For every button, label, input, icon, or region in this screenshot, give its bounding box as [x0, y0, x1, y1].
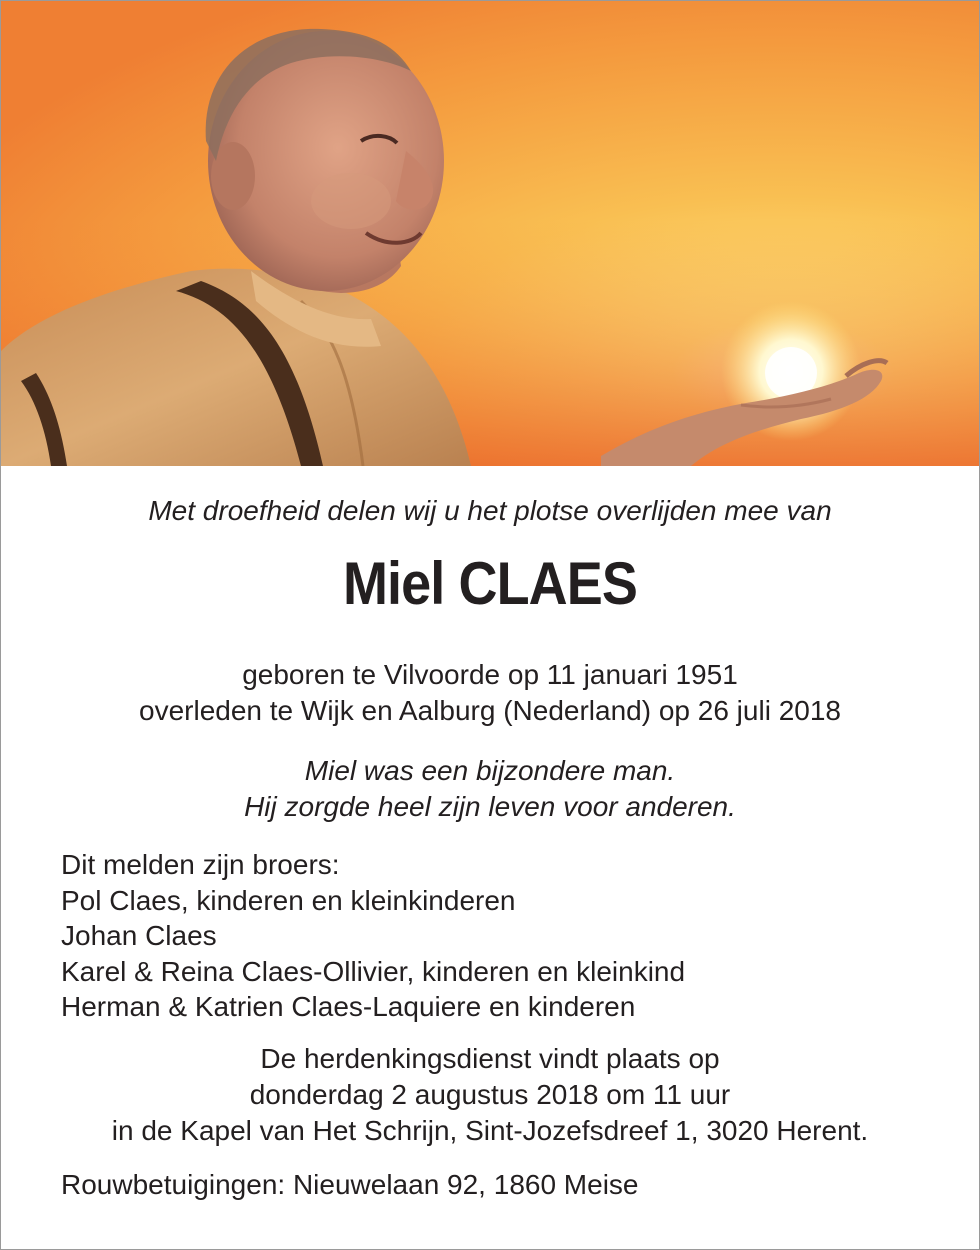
- memorial-quote: [1, 753, 979, 825]
- condolence-address: Rouwbetuigingen: Nieuwelaan 92, 1860 Meise: [61, 1169, 639, 1200]
- family-member: Pol Claes, kinderen en kleinkinderen: [61, 884, 516, 916]
- family-intro: Dit melden zijn broers:: [61, 849, 340, 880]
- birth-death-dates: [1, 657, 979, 729]
- family-list: [61, 847, 961, 1025]
- service-line-2: donderdag 2 augustus 2018 om 11 uur: [249, 1079, 731, 1110]
- portrait-photo: [1, 1, 979, 466]
- intro-line: Met droefheid delen wij u het plotse overlijden mee van: [148, 495, 832, 526]
- service-details: [1, 1041, 979, 1149]
- birth-line: geboren te Vilvoorde op 11 januari 1951: [242, 659, 738, 690]
- service-line-3: in de Kapel van Het Schrijn, Sint-Jozefsdreef 1, 3020 Herent.: [111, 1115, 869, 1146]
- portrait-illustration: [1, 1, 979, 466]
- family-member: Karel & Reina Claes-Ollivier, kinderen en kleinkind: [61, 955, 686, 987]
- deceased-name: Miel CLAES: [342, 550, 638, 617]
- quote-line-1: Miel was een bijzondere man.: [304, 755, 676, 786]
- death-line: overleden te Wijk en Aalburg (Nederland) op 26 juli 2018: [139, 695, 841, 726]
- family-member: Herman & Katrien Claes-Laquiere en kinderen: [61, 991, 636, 1022]
- family-member: Johan Claes: [61, 920, 217, 951]
- quote-line-2: Hij zorgde heel zijn leven voor anderen.: [244, 791, 736, 822]
- service-line-1: De herdenkingsdienst vindt plaats op: [260, 1043, 720, 1074]
